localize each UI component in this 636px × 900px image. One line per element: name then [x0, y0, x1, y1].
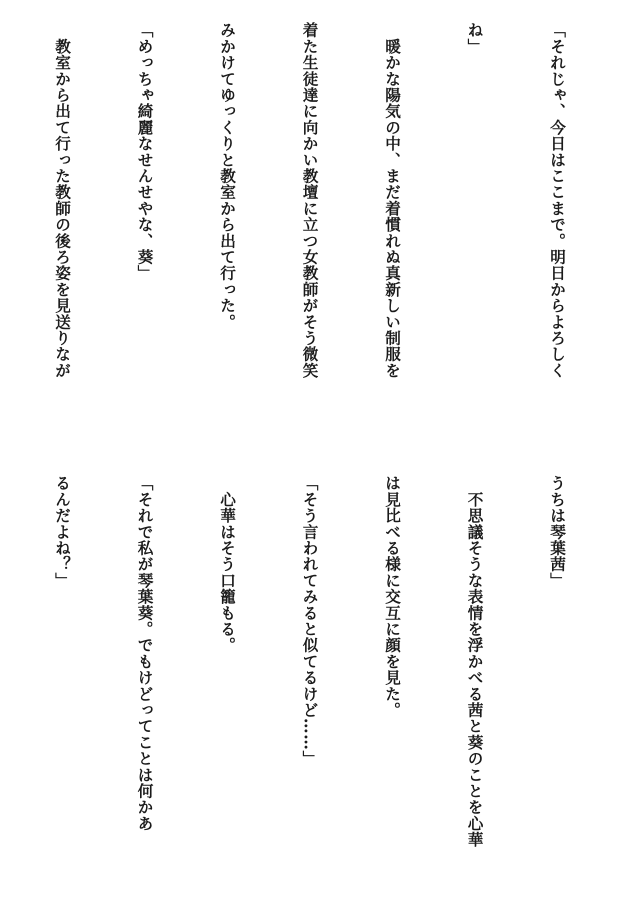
text-line: 暖かな陽気の中、まだ着慣れぬ真新しい制服を: [383, 22, 402, 379]
text-line: 「それで私が琴葉葵。でもけどってことは何かあ: [135, 475, 155, 832]
lower-text-block: [6, 475, 626, 895]
text-line: 「それじゃ、今日はここまで。明日からよろしく: [548, 22, 567, 379]
text-line: ね」: [465, 22, 485, 55]
text-line: 心華はそう口籠もる。: [218, 475, 237, 654]
text-line: うちは琴葉茜」: [548, 475, 567, 589]
text-line: 「そう言われてみると似てるけど……」: [300, 475, 320, 767]
upper-text-block: [6, 22, 626, 438]
text-line: 不思議そうな表情を浮かべる茜と葵のことを心華: [465, 475, 485, 848]
text-line: みかけてゆっくりと教室から出て行った。: [218, 22, 237, 330]
text-line: 教室から出て行った教師の後ろ姿を見送りなが: [53, 22, 72, 379]
text-line: は見比べる様に交互に顔を見た。: [383, 475, 402, 718]
text-line: 着た生徒達に向かい教壇に立つ女教師がそう微笑: [300, 22, 320, 379]
text-line: 「めっちゃ綺麗なせんせやな、葵」: [135, 22, 155, 282]
text-line: るんだよね？」: [53, 475, 72, 589]
